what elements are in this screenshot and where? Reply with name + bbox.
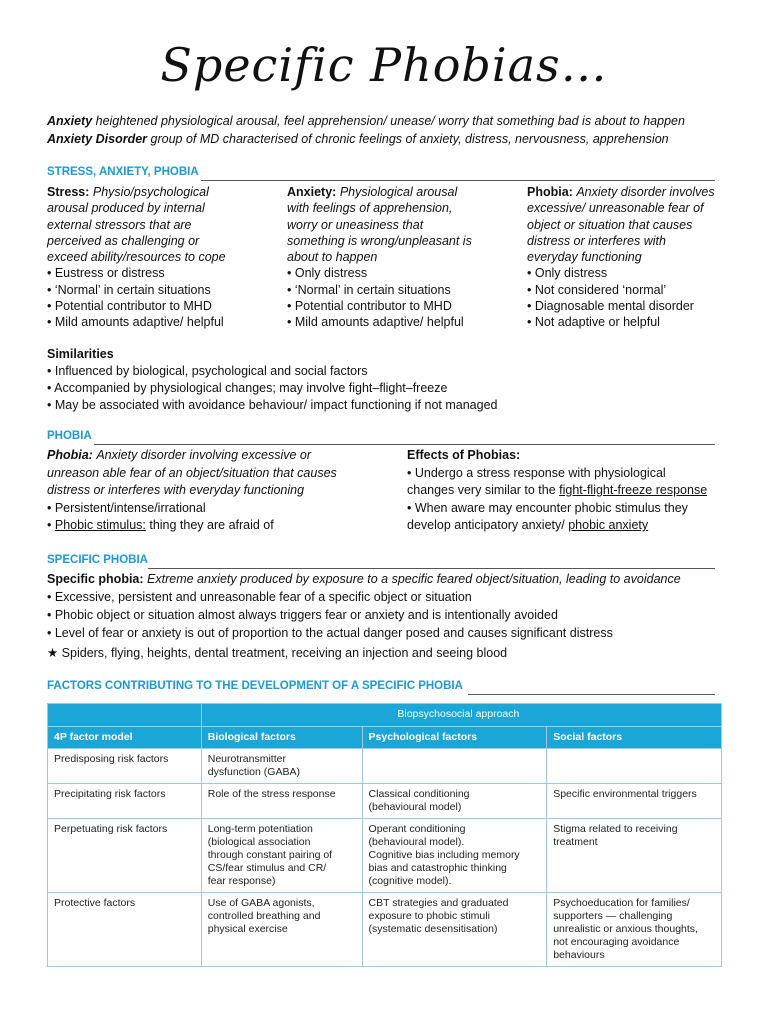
column-line: everyday functioning xyxy=(527,250,642,265)
bullet: • Phobic object or situation almost always triggers fear or anxiety and is intentionally avoided xyxy=(47,608,558,622)
similarities-block xyxy=(47,346,497,414)
section-heading-specific-phobia: SPECIFIC PHOBIA xyxy=(47,554,148,566)
column-label: Anxiety: xyxy=(287,185,337,199)
effects-of-phobias xyxy=(407,447,737,535)
column-anxiety xyxy=(287,184,522,331)
bullet: • Not considered ‘normal’ xyxy=(527,282,667,297)
section-heading-factors: FACTORS CONTRIBUTING TO THE DEVELOPMENT OF A SPECIFIC PHOBIA xyxy=(47,680,463,692)
examples-line: ★ Spiders, flying, heights, dental treatment, receiving an injection and seeing blood xyxy=(47,646,508,660)
bullet: • Persistent/intense/irrational xyxy=(47,500,206,515)
specific-phobia-label: Specific phobia: xyxy=(47,572,144,586)
column-stress xyxy=(47,184,282,331)
table-cell: Perpetuating risk factors xyxy=(48,819,202,893)
phobia-definition xyxy=(47,447,397,535)
column-label: Phobia: xyxy=(527,185,573,199)
table-cell: Protective factors xyxy=(48,893,202,967)
column-header: Psychological factors xyxy=(362,727,547,749)
bullet: • Mild amounts adaptive/ helpful xyxy=(47,315,224,330)
bullet: • ‘Normal’ in certain situations xyxy=(47,282,211,297)
definition-line: Anxiety disorder involving excessive or xyxy=(96,448,312,462)
column-label: Stress: xyxy=(47,185,90,199)
bullet: • Influenced by biological, psychological and social factors xyxy=(47,364,368,378)
table-cell xyxy=(362,749,547,784)
table-cell: Neurotransmitter dysfunction (GABA) xyxy=(201,749,362,784)
table-row xyxy=(48,893,722,967)
term-anxiety: Anxiety xyxy=(47,114,93,128)
term-anxiety-disorder: Anxiety Disorder xyxy=(47,132,148,146)
column-line: object or situation that causes xyxy=(527,217,693,232)
bullet: • Not adaptive or helpful xyxy=(527,315,660,330)
section-heading-phobia: PHOBIA xyxy=(47,430,92,442)
bullet: • Diagnosable mental disorder xyxy=(527,299,694,314)
bullet: • Mild amounts adaptive/ helpful xyxy=(287,315,464,330)
table-cell: Psychoeducation for families/ supporters — challenging unrealistic or anxious thoughts, not encouraging avoidance behaviours xyxy=(547,893,722,967)
section-rule xyxy=(148,568,715,569)
section-rule xyxy=(468,694,715,695)
column-header: 4P factor model xyxy=(48,727,202,749)
table-cell: Use of GABA agonists, controlled breathing and physical exercise xyxy=(201,893,362,967)
column-line: arousal produced by internal xyxy=(47,201,205,216)
column-header: Social factors xyxy=(547,727,722,749)
table-cell: Precipitating risk factors xyxy=(48,784,202,819)
column-line: something is wrong/unpleasant is xyxy=(287,233,472,248)
phobia-label: Phobia: xyxy=(47,448,93,462)
table-body xyxy=(48,749,722,967)
column-line: about to happen xyxy=(287,250,378,265)
table-header-row xyxy=(48,727,722,749)
table-cell: Operant conditioning (behavioural model). Cognitive bias including memory bias and catastrophic thinking (cognitive model). xyxy=(362,819,547,893)
table-cell: CBT strategies and graduated exposure to phobic stimuli (systematic desensitisation) xyxy=(362,893,547,967)
effects-heading: Effects of Phobias: xyxy=(407,448,521,462)
table-header-cell xyxy=(48,704,202,727)
bullet: • ‘Normal’ in certain situations xyxy=(287,282,451,297)
bullet: • Only distress xyxy=(527,266,608,281)
definition-anxiety xyxy=(47,114,685,128)
bullet-text: changes very similar to the xyxy=(407,483,560,497)
bullet-text: develop anticipatory anxiety/ xyxy=(407,518,569,532)
page-title: Specific Phobias… xyxy=(160,38,608,92)
table-row xyxy=(48,784,722,819)
bullet-marker: • xyxy=(47,518,55,532)
definition-text: group of MD characterised of chronic feelings of anxiety, distress, nervousness, apprehension xyxy=(147,132,669,146)
bullet: • Level of fear or anxiety is out of proportion to the actual danger posed and causes significant distress xyxy=(47,626,613,640)
table-cell: Classical conditioning (behavioural model) xyxy=(362,784,547,819)
section-rule xyxy=(94,444,715,445)
table-cell: Stigma related to receiving treatment xyxy=(547,819,722,893)
bullet: • May be associated with avoidance behaviour/ impact functioning if not managed xyxy=(47,398,498,412)
column-line: with feelings of apprehension, xyxy=(287,201,453,216)
table-cell: Role of the stress response xyxy=(201,784,362,819)
column-line: distress or interferes with xyxy=(527,233,666,248)
factors-table xyxy=(47,703,722,967)
bullet: • Potential contributor to MHD xyxy=(47,299,212,314)
bullet-text: thing they are afraid of xyxy=(145,518,274,532)
column-line: external stressors that are xyxy=(47,217,192,232)
column-line: Physio/psychological xyxy=(92,185,209,199)
column-line: excessive/ unreasonable fear of xyxy=(527,201,704,216)
table-row xyxy=(48,819,722,893)
table-row xyxy=(48,749,722,784)
definition-text: heightened physiological arousal, feel apprehension/ unease/ worry that something bad is about to happen xyxy=(92,114,685,128)
table-cell xyxy=(547,749,722,784)
bullet: • Only distress xyxy=(287,266,368,281)
group-header: Biopsychosocial approach xyxy=(201,704,721,727)
table-cell: Specific environmental triggers xyxy=(547,784,722,819)
bullet: • Accompanied by physiological changes; may involve fight–flight–freeze xyxy=(47,381,448,395)
specific-phobia-block xyxy=(47,570,681,662)
similarities-heading: Similarities xyxy=(47,347,114,361)
phobic-stimulus-term: Phobic stimulus: xyxy=(54,518,146,532)
table-cell: Predisposing risk factors xyxy=(48,749,202,784)
column-line: worry or uneasiness that xyxy=(287,217,424,232)
bullet: • When aware may encounter phobic stimulus they xyxy=(407,500,688,515)
column-line: Anxiety disorder involves xyxy=(576,185,715,199)
fight-flight-freeze-term: fight-flight-freeze response xyxy=(559,483,708,497)
bullet: • Potential contributor to MHD xyxy=(287,299,452,314)
definition-line: unreason able fear of an object/situation that causes xyxy=(47,465,337,480)
definition-anxiety-disorder xyxy=(47,132,669,146)
section-heading-stress: STRESS, ANXIETY, PHOBIA xyxy=(47,166,199,178)
column-header: Biological factors xyxy=(201,727,362,749)
column-line: Physiological arousal xyxy=(339,185,458,199)
phobic-anxiety-term: phobic anxiety xyxy=(568,518,649,532)
bullet: • Excessive, persistent and unreasonable fear of a specific object or situation xyxy=(47,590,472,604)
bullet: • Undergo a stress response with physiological xyxy=(407,465,666,480)
table-group-header-row xyxy=(48,704,722,727)
bullet: • Eustress or distress xyxy=(47,266,165,281)
column-line: perceived as challenging or xyxy=(47,233,200,248)
section-rule xyxy=(201,180,715,181)
column-line: exceed ability/resources to cope xyxy=(47,250,226,265)
definition-line: distress or interferes with everyday functioning xyxy=(47,483,305,497)
definition-text: Extreme anxiety produced by exposure to a specific feared object/situation, leading to avoidance xyxy=(143,572,681,586)
column-phobia xyxy=(527,184,742,331)
table-cell: Long-term potentiation (biological association through constant pairing of CS/fear stimulus and CR/ fear response) xyxy=(201,819,362,893)
